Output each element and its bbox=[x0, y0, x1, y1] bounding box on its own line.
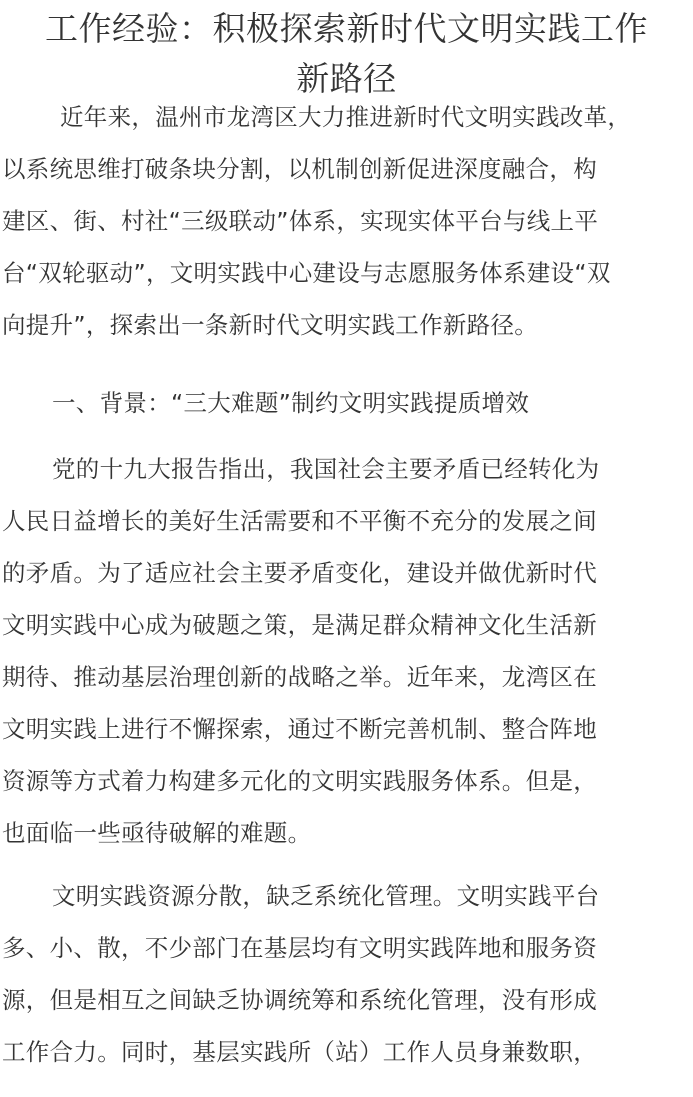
paragraph-line: 人民日益增长的美好生活需要和不平衡不充分的发展之间 bbox=[2, 507, 597, 535]
paragraph-line: 文明实践上进行不懈探索，通过不断完善机制、整合阵地 bbox=[2, 715, 597, 743]
paragraph-line: 文明实践资源分散，缺乏系统化管理。文明实践平台 bbox=[52, 882, 600, 910]
paragraph-line: 期待、推动基层治理创新的战略之举。近年来，龙湾区在 bbox=[2, 663, 597, 691]
intro-paragraph bbox=[2, 91, 691, 351]
paragraph-line: 台“双轮驱动”，文明实践中心建设与志愿服务体系建设“双 bbox=[2, 259, 611, 287]
paragraph-line: 建区、街、村社“三级联动”体系，实现实体平台与线上平 bbox=[2, 207, 599, 235]
paragraph-line: 的矛盾。为了适应社会主要矛盾变化，建设并做优新时代 bbox=[2, 559, 597, 587]
paragraph-line: 资源等方式着力构建多元化的文明实践服务体系。但是， bbox=[2, 767, 597, 795]
paragraph-line: 多、小、散，不少部门在基层均有文明实践阵地和服务资 bbox=[2, 934, 597, 962]
paragraph-line: 工作合力。同时，基层实践所（站）工作人员身兼数职， bbox=[2, 1038, 597, 1066]
body-paragraph-1 bbox=[2, 443, 691, 859]
paragraph-line: 近年来，温州市龙湾区大力推进新时代文明实践改革， bbox=[60, 103, 632, 131]
paragraph-line: 以系统思维打破条块分割，以机制创新促进深度融合，构 bbox=[2, 155, 597, 183]
paragraph-line: 源，但是相互之间缺乏协调统筹和系统化管理，没有形成 bbox=[2, 986, 597, 1014]
paragraph-line: 党的十九大报告指出，我国社会主要矛盾已经转化为 bbox=[52, 455, 600, 483]
paragraph-line: 向提升”，探索出一条新时代文明实践工作新路径。 bbox=[2, 311, 539, 339]
title-line-1: 工作经验：积极探索新时代文明实践工作 bbox=[45, 9, 648, 48]
body-paragraph-2 bbox=[2, 870, 691, 1078]
page-title bbox=[0, 4, 693, 104]
section-heading: 一、背景：“三大难题”制约文明实践提质增效 bbox=[52, 389, 530, 417]
title-line-2: 新路径 bbox=[296, 59, 397, 98]
paragraph-line: 文明实践中心成为破题之策，是满足群众精神文化生活新 bbox=[2, 611, 597, 639]
paragraph-line: 也面临一些亟待破解的难题。 bbox=[2, 819, 312, 847]
